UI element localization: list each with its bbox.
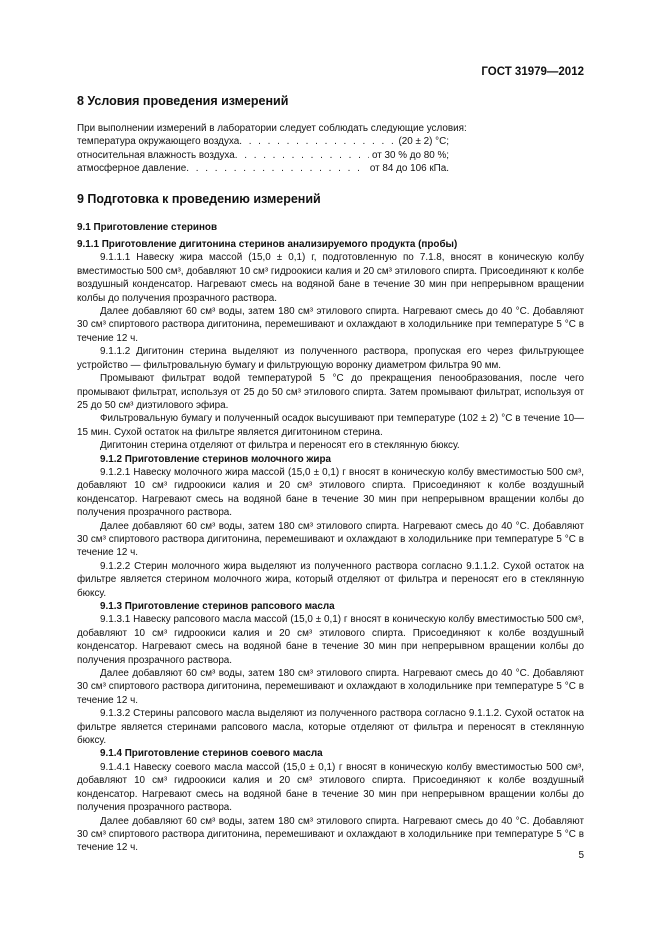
paragraph: 9.1.4.1 Навеску соевого масла массой (15,0 ± 0,1) г вносят в коническую колбу вместимостью 500 см³, добавляют 10 см³ гидроокиси калия и 20 см³ этилового спирта. Присоединяют к колбе воздушный конденсатор. Нагревают смесь на водяной бане в течение 30 мин при непрерывном вращении колбы до получения прозрачного раствора. (77, 761, 584, 814)
paragraph: Далее добавляют 60 см³ воды, затем 180 см³ этилового спирта. Нагревают смесь до 40 °С. Добавляют 30 см³ спиртового раствора дигитонина, перемешивают и охлаждают в холодильнике при температуре 5 °С в течение 12 ч. (77, 306, 584, 344)
condition-value: (20 ± 2) °С; (398, 136, 449, 148)
dot-leader (186, 162, 367, 175)
condition-value: от 30 % до 80 %; (371, 149, 449, 161)
paragraph: 9.1.2.1 Навеску молочного жира массой (15,0 ± 0,1) г вносят в коническую колбу вместимостью 500 см³, добавляют 10 см³ гидроокиси калия и 20 см³ этилового спирта. Присоединяют к колбе воздушный конденсатор. Нагревают смесь на водяной бане в течение 30 мин при непрерывном вращении колбы до получения прозрачного раствора. (77, 466, 584, 519)
section-8-title: 8 Условия проведения измерений (77, 94, 289, 108)
paragraph: Далее добавляют 60 см³ воды, затем 180 см³ этилового спирта. Нагревают смесь до 40 °С. Добавляют 30 см³ спиртового раствора дигитонина, перемешивают и охлаждают в холодильнике при температуре 5 °С в течение 12 ч. (77, 815, 584, 854)
page-number: 5 (578, 850, 584, 861)
dot-leader (235, 149, 369, 162)
dot-leader (239, 135, 395, 148)
condition-row (77, 149, 449, 162)
paragraph: 9.1.3.1 Навеску рапсового масла массой (15,0 ± 0,1) г вносят в коническую колбу вместимостью 500 см³, добавляют 10 см³ гидроокиси калия и 20 см³ этилового спирта. Присоединяют к колбе воздушный конденсатор. Нагревают смесь на водяной бане в течение 30 мин при непрерывном вращении колбы до получения прозрачного раствора. (77, 614, 584, 666)
subsection-9-1-3: 9.1.3 Приготовление стеринов рапсового масла (100, 601, 335, 612)
paragraph: Дигитонин стерина отделяют от фильтра и переносят его в стеклянную бюксу. (100, 440, 460, 452)
paragraph: 9.1.1.1 Навеску жира массой (15,0 ± 0,1) г, подготовленную по 7.1.8, вносят в коническую колбу вместимостью 500 см³, добавляют 10 см³ гидроокиси калия и 20 см³ этилового спирта. Присоединяют к колбе воздушный конденсатор. Нагревают смесь на водяной бане в течение 30 мин при непрерывном вращении колбы до получения прозрачного раствора. (77, 252, 584, 304)
condition-label: относительная влажность воздуха (77, 149, 235, 161)
standard-number: ГОСТ 31979—2012 (481, 66, 584, 78)
page-content (77, 93, 584, 855)
condition-label: атмосферное давление (77, 163, 187, 175)
section-9-title: 9 Подготовка к проведению измерений (77, 191, 321, 206)
paragraph: Далее добавляют 60 см³ воды, затем 180 см³ этилового спирта. Нагревают смесь до 40 °С. Добавляют 30 см³ спиртового раствора дигитонина, перемешивают и охлаждают в холодильнике при температуре 5 °С в течение 12 ч. (77, 668, 584, 706)
subsection-9-1-4: 9.1.4 Приготовление стеринов соевого масла (100, 748, 323, 760)
subsection-9-1: 9.1 Приготовление стеринов (77, 221, 218, 233)
paragraph: Далее добавляют 60 см³ воды, затем 180 см³ этилового спирта. Нагревают смесь до 40 °С. Добавляют 30 см³ спиртового раствора дигитонина, перемешивают и охлаждают в холодильнике при температуре 5 °С в течение 12 ч. (77, 520, 584, 559)
paragraph: Промывают фильтрат водой температурой 5 °С до прекращения пенообразования, после чего промывают фильтрат, используя от 25 до 50 см³ этилового спирта. Затем промывают фильтрат, используя от 25 до 50 см³ диэтилового эфира. (77, 373, 584, 411)
condition-row (77, 162, 449, 175)
paragraph: 9.1.2.2 Стерин молочного жира выделяют из полученного раствора согласно 9.1.1.2. Сухой остаток на фильтре является стерином молочного жира, который отделяют от фильтра и переносят его в стеклянную бюксу. (77, 560, 584, 599)
paragraph: 9.1.1.2 Дигитонин стерина выделяют из полученного раствора, пропуская его через фильтрующее устройство — фильтровальную бумагу и фильтрующую воронку диаметром фильтра 90 мм. (77, 346, 584, 371)
subsection-9-1-2: 9.1.2 Приготовление стеринов молочного жира (100, 453, 331, 465)
conditions-intro: При выполнении измерений в лаборатории следует соблюдать следующие условия: (77, 123, 467, 134)
paragraph: Фильтровальную бумагу и полученный осадок высушивают при температуре (102 ± 2) °С в течение 10—15 мин. Сухой остаток на фильтре является дигитонином стерина. (77, 413, 584, 438)
condition-value: от 84 до 106 кПа. (369, 163, 449, 175)
condition-row (77, 135, 449, 148)
paragraph: 9.1.3.2 Стерины рапсового масла выделяют из полученного раствора согласно 9.1.1.2. Сухой остаток на фильтре является стеринами рапсового масла, которые отделяют от фильтра и переносят в стеклянную бюксу. (77, 708, 584, 747)
subsection-9-1-1: 9.1.1 Приготовление дигитонина стеринов анализируемого продукта (пробы) (77, 239, 458, 251)
condition-label: температура окружающего воздуха (77, 136, 240, 148)
